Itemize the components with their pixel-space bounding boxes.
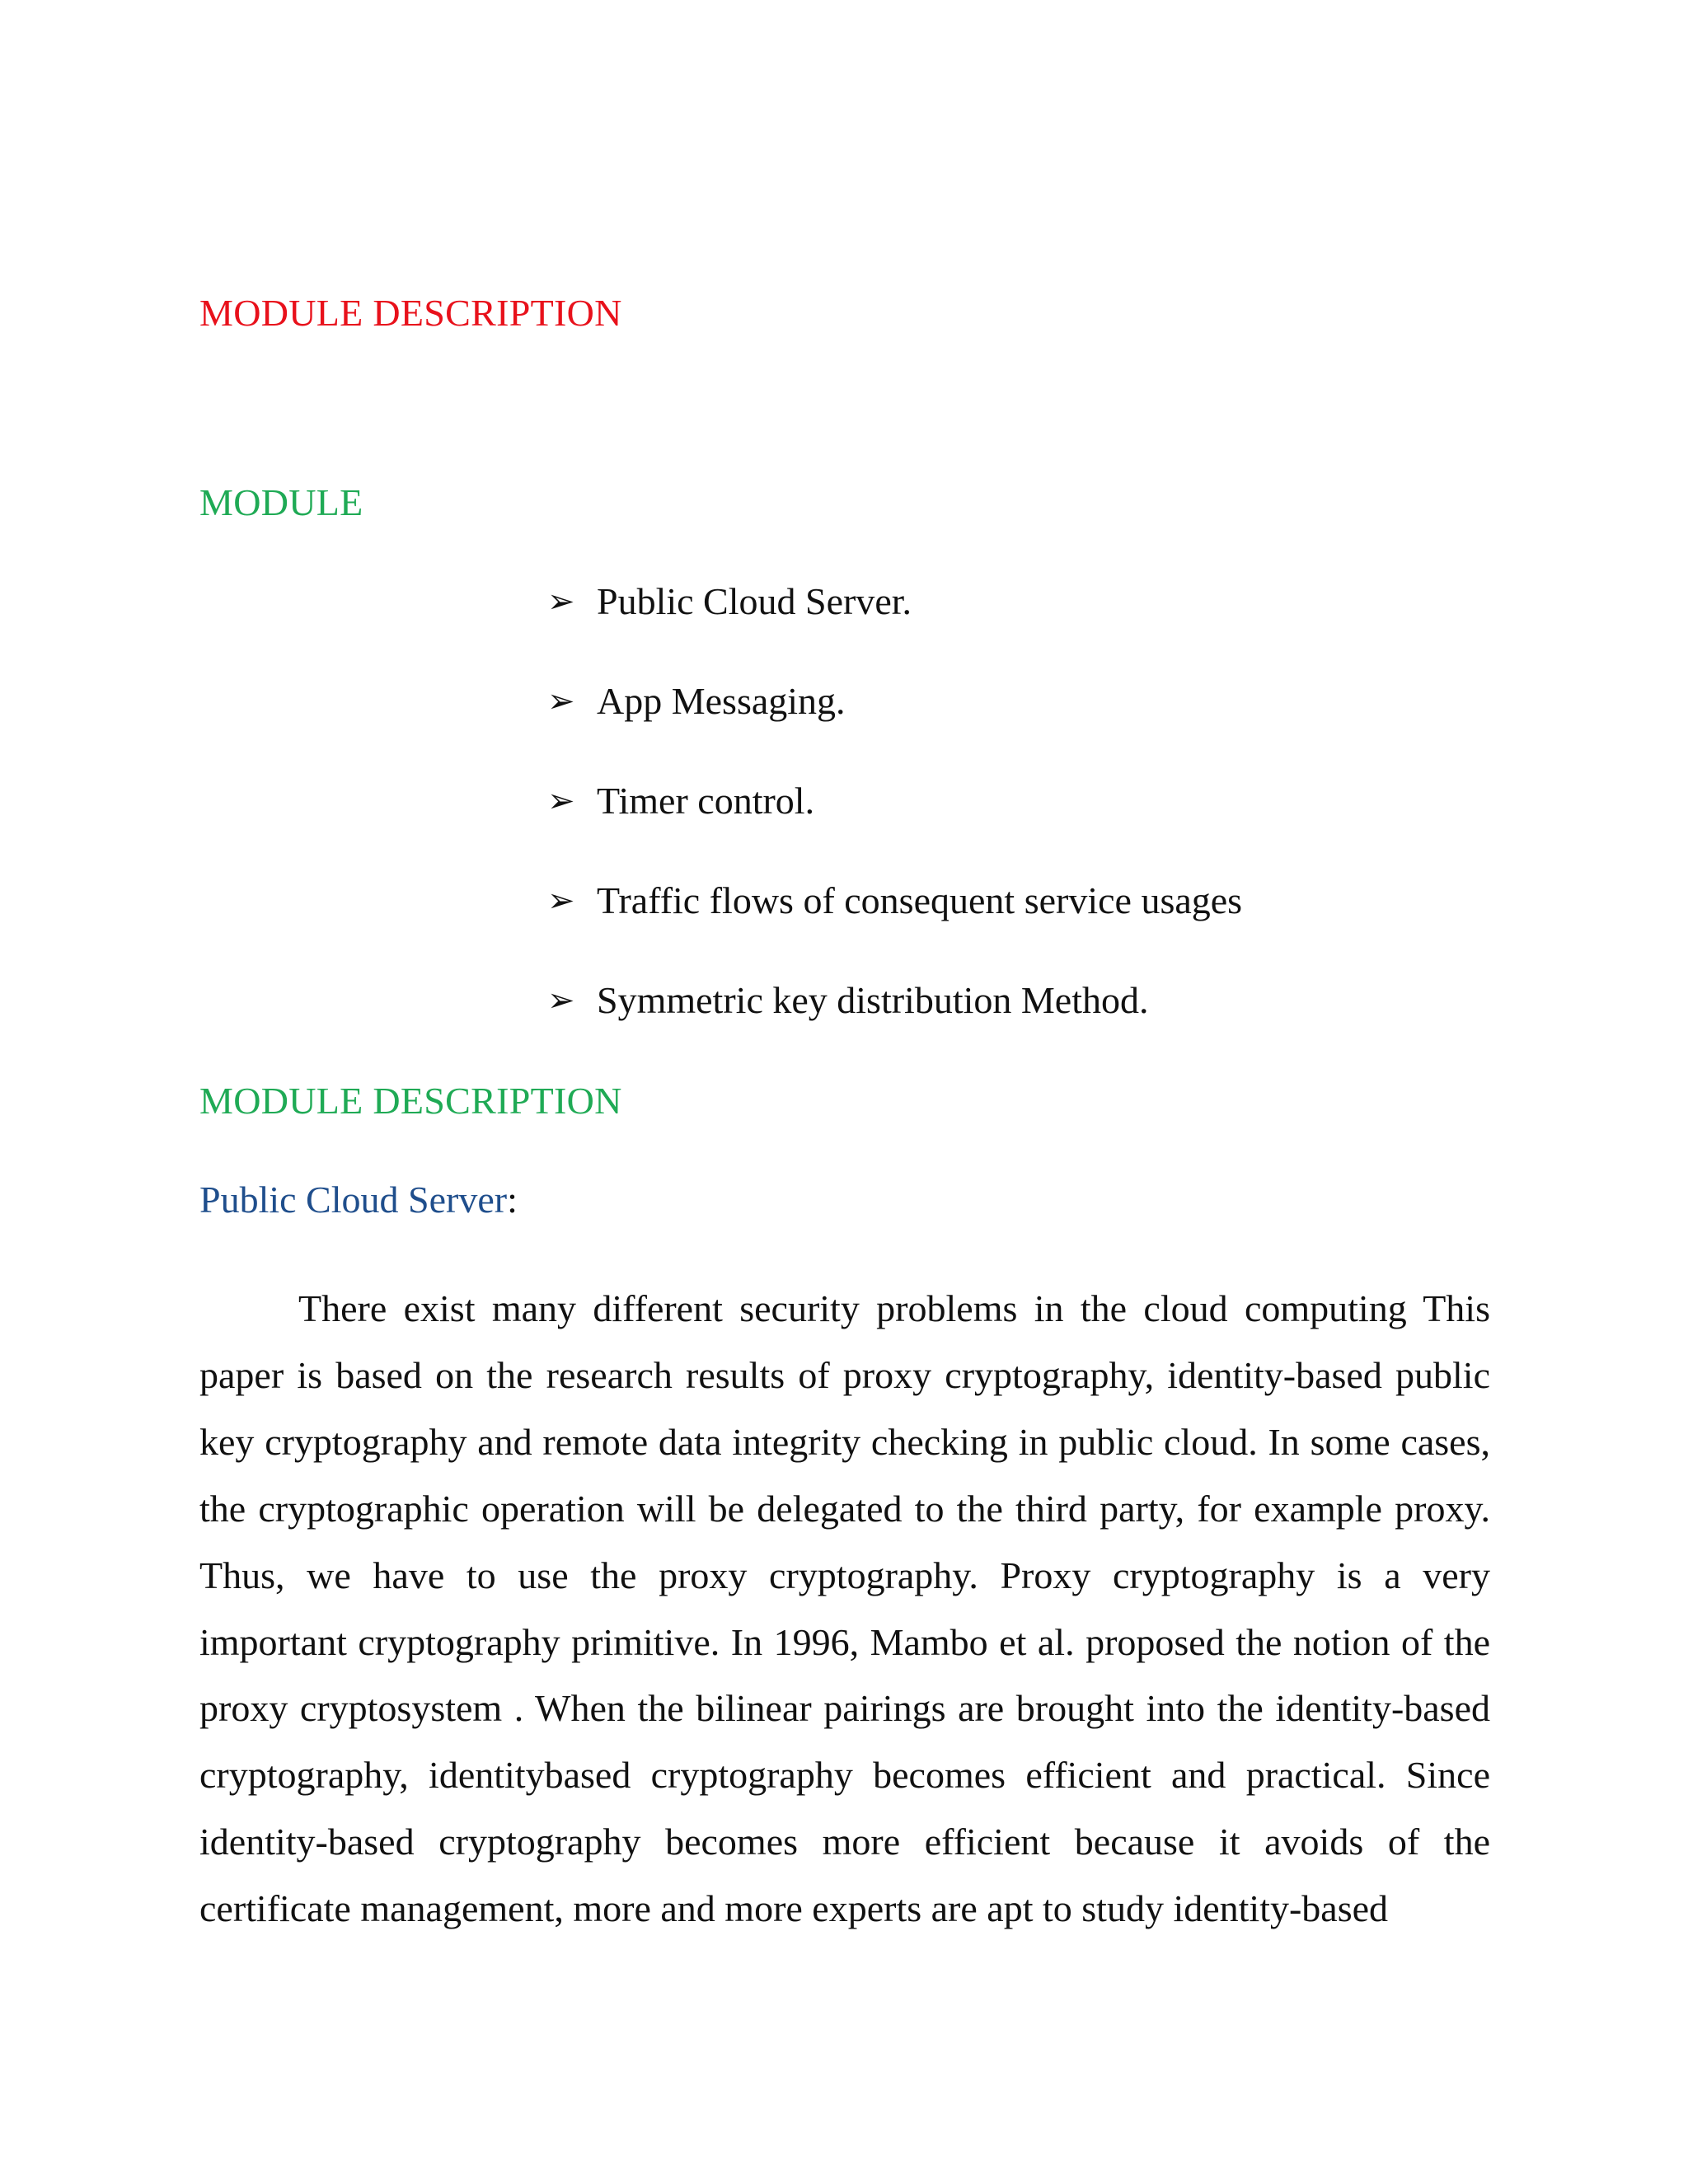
module-heading: MODULE (199, 481, 363, 523)
page-title: MODULE DESCRIPTION (199, 292, 622, 334)
module-item-label: App Messaging. (597, 680, 846, 722)
module-item-label: Symmetric key distribution Method. (597, 979, 1149, 1021)
module-item-label: Traffic flows of consequent service usages (597, 879, 1243, 921)
list-item (547, 778, 1242, 878)
list-item (547, 878, 1242, 977)
arrowhead-bullet-icon: ➢ (547, 782, 575, 819)
list-item (547, 977, 1242, 1077)
section-heading (199, 1177, 518, 1223)
arrowhead-bullet-icon: ➢ (547, 583, 575, 620)
arrowhead-bullet-icon: ➢ (547, 882, 575, 919)
section-title: Public Cloud Server (199, 1179, 508, 1221)
arrowhead-bullet-icon: ➢ (547, 682, 575, 719)
module-item-label: Public Cloud Server. (597, 580, 912, 622)
module-description-heading: MODULE DESCRIPTION (199, 1080, 622, 1122)
module-item-label: Timer control. (597, 780, 815, 822)
arrowhead-bullet-icon: ➢ (547, 982, 575, 1019)
module-list (547, 579, 1242, 1077)
section-title-colon: : (507, 1179, 518, 1221)
body-paragraph: There exist many different security problems in the cloud computing This paper is based on the research results of proxy cryptography, identity-based public key cryptography and remote data integrity checking in public cloud. In some cases, the cryptographic operation will be delegated to the third party, for example proxy. Thus, we have to use the proxy cryptography. Proxy cryptography is a very important cryptography primitive. In 1996, Mambo et al. proposed the notion of the proxy cryptosystem . When the bilinear pairings are brought into the identity-based cryptography, identitybased cryptography becomes efficient and practical. Since identity-based cryptography becomes more efficient because it avoids of the certificate management, more and more experts are apt to study identity-based (199, 1287, 1490, 1930)
list-item (547, 579, 1242, 678)
list-item (547, 678, 1242, 778)
